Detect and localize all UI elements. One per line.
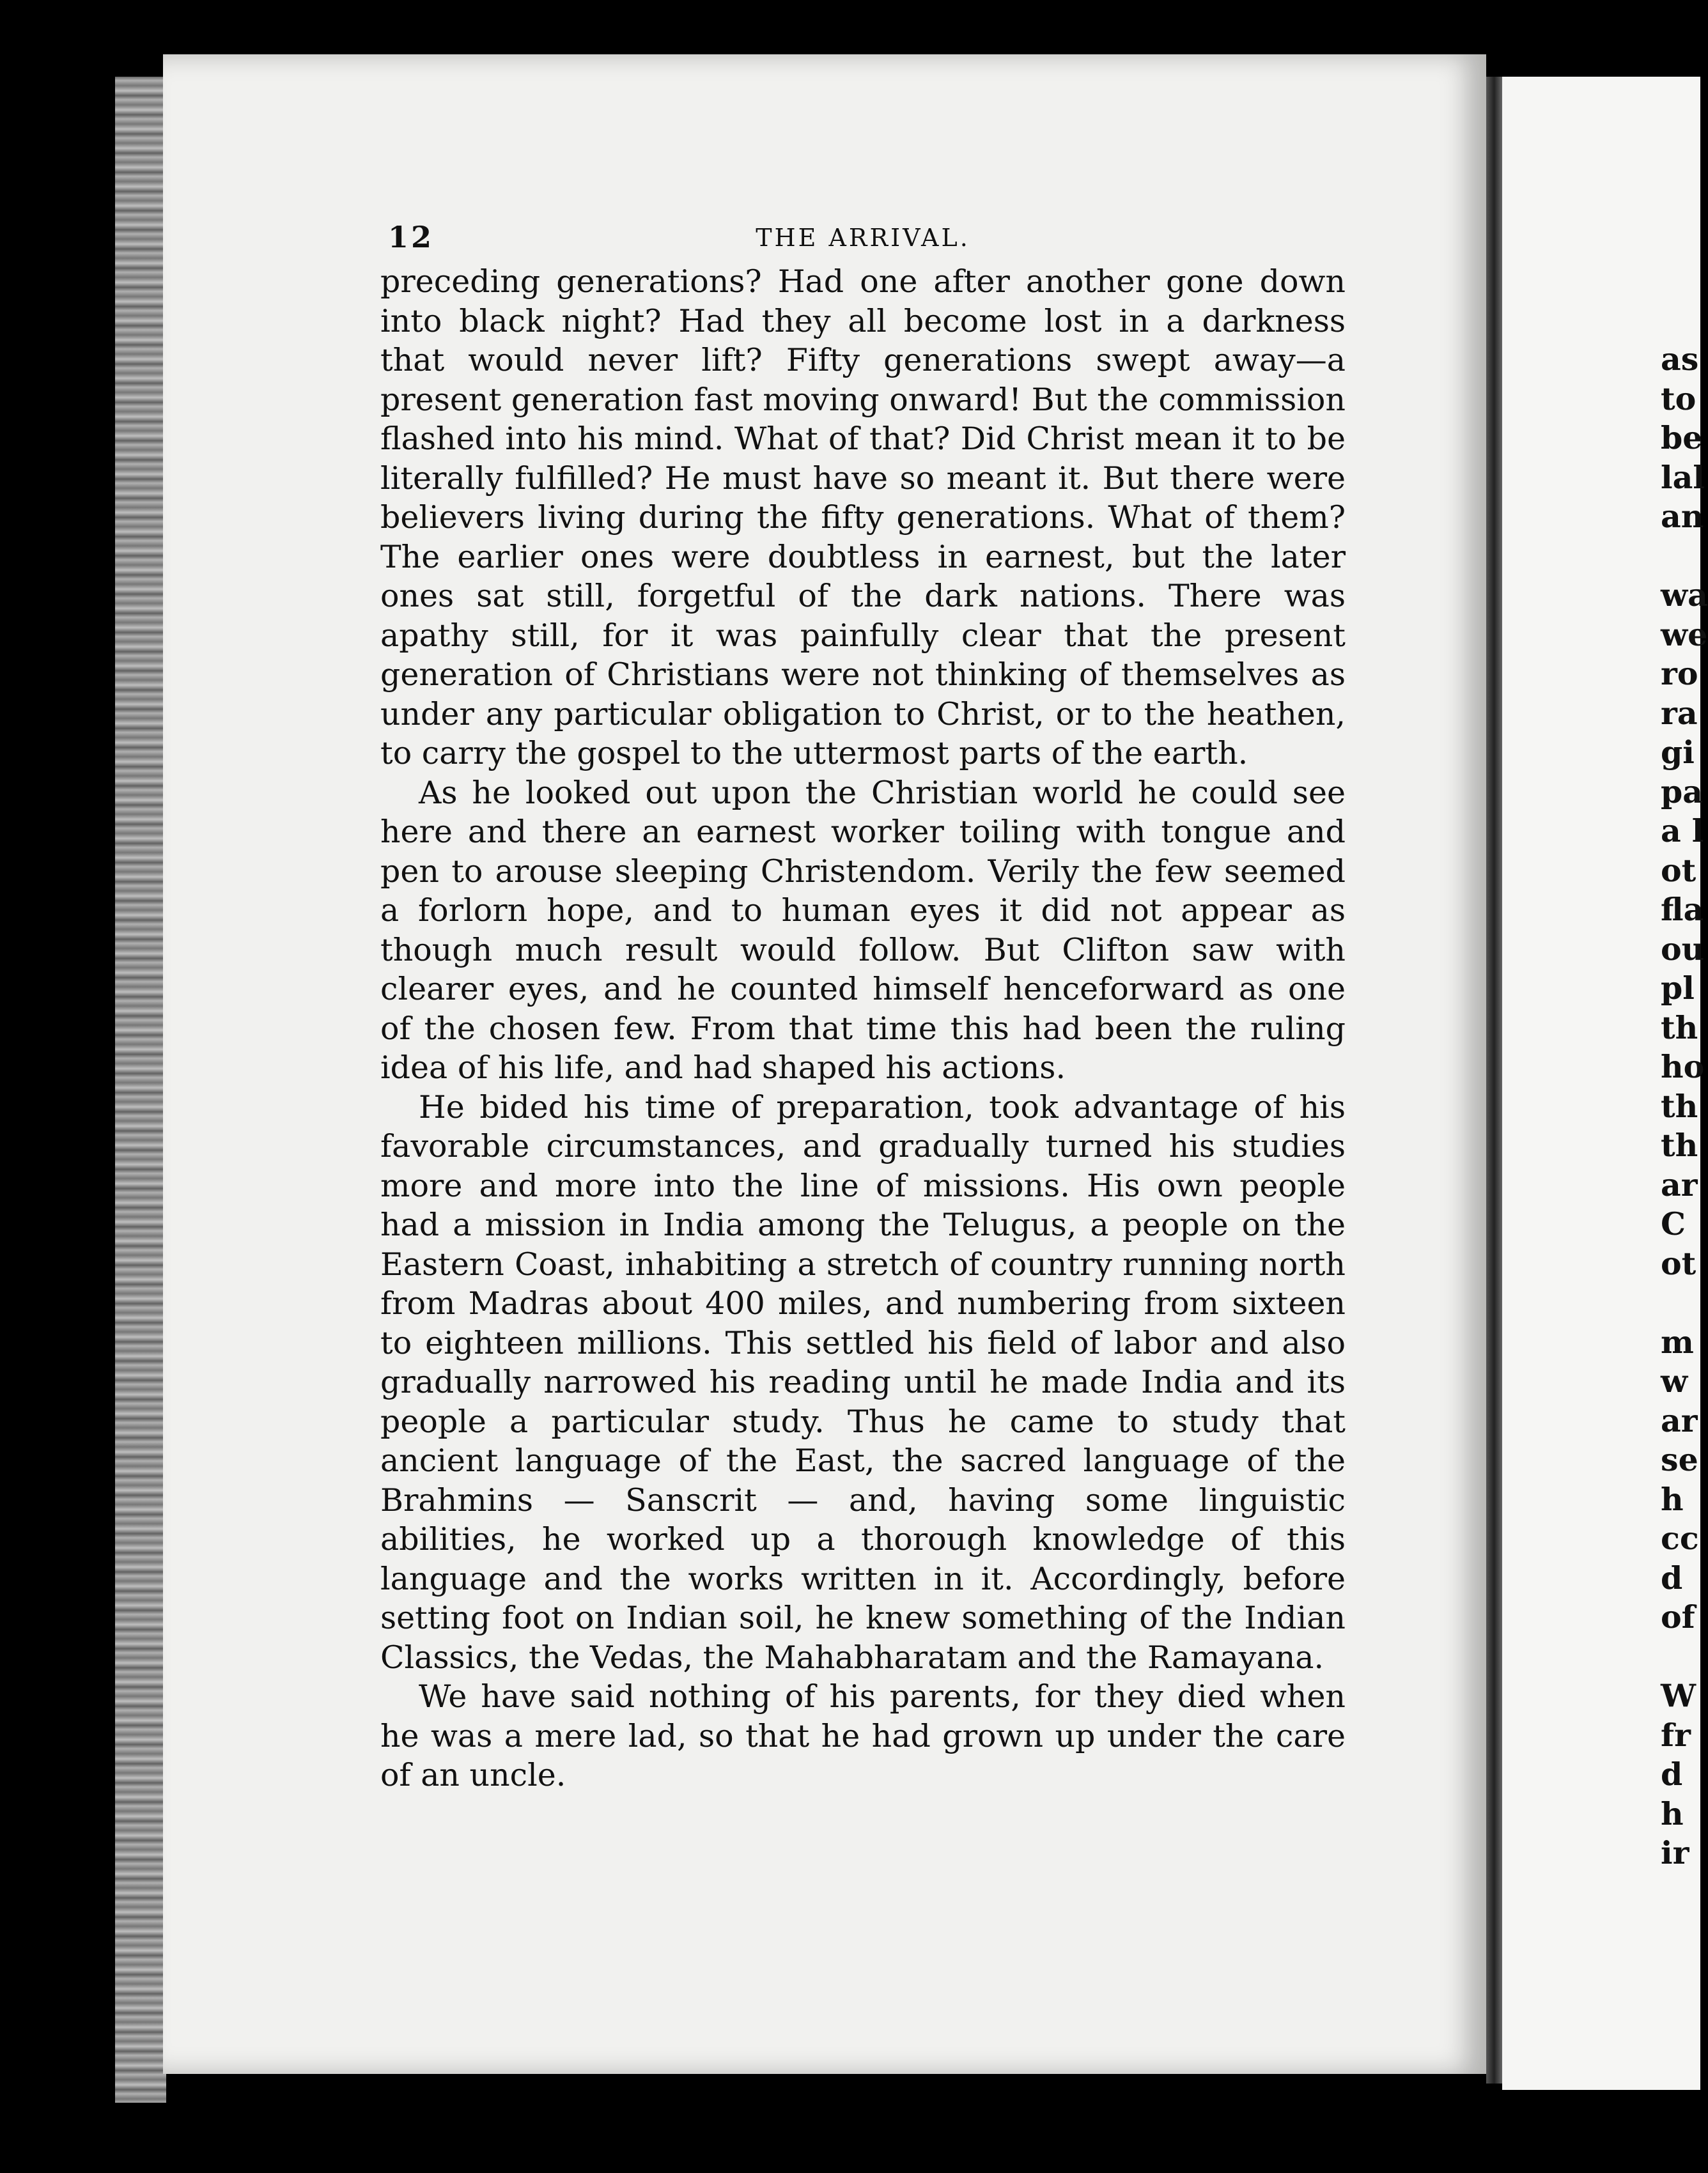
- facing-line-fragment: of: [1661, 1598, 1695, 1636]
- facing-line-fragment: as: [1661, 341, 1699, 378]
- facing-line-fragment: wa: [1661, 576, 1708, 614]
- facing-line-fragment: pl: [1661, 970, 1695, 1007]
- paragraph: preceding generations? Had one after another gone down into black night? Had they all become lost in a darkness that would never lift? Fifty generations swept away—a present generation fast moving onward! But the commission flashed into his mind. What of that? Did Christ mean it to be literally fulfilled? He must have so meant it. But there were believers living during the fifty generations. What of them? The earlier ones were doubtless in earnest, but the later ones sat still, forgetful of the dark nations. There was apathy still, for it was painfully clear that the present generation of Christians were not thinking of themselves as under any particular obligation to Christ, or to the heathen, to carry the gospel to the uttermost parts of the earth.: [380, 263, 1346, 771]
- facing-line-fragment: ot: [1661, 851, 1696, 889]
- facing-line-fragment: m: [1661, 1323, 1694, 1361]
- facing-line-fragment: h: [1661, 1480, 1684, 1518]
- facing-line-fragment: we: [1661, 615, 1708, 653]
- facing-line-fragment: [1661, 1283, 1700, 1323]
- paragraph: He bided his time of preparation, took advantage of his favorable circumstances, and gradually turned his studies more and more into the line of missions. His own people had a mission in India among the Telugus, a people on the Eastern Coast, inhabiting a stretch of country running north from Madras about 400 miles, and numbering from sixteen to eighteen millions. This settled his field of labor and also gradually narrowed his reading until he made India and its people a particular study. Thus he came to study that ancient language of the East, the sacred language of the Brahmins — Sanscrit — and, having some linguistic abilities, he worked up a thorough knowledge of this language and the works written in it. Accordingly, before setting foot on Indian soil, he knew something of the Indian Classics, the Vedas, the Mahabharatam and the Ramayana.: [380, 1088, 1346, 1676]
- book-edge: [115, 77, 166, 2103]
- facing-line-fragment: th: [1661, 1127, 1698, 1164]
- facing-line-fragment: cc: [1661, 1520, 1699, 1557]
- facing-line-fragment: th: [1661, 1087, 1698, 1125]
- facing-line-fragment: be: [1661, 419, 1703, 456]
- facing-line-fragment: [1661, 537, 1700, 576]
- facing-line-fragment: ou: [1661, 930, 1705, 968]
- facing-line-fragment: fr: [1661, 1716, 1691, 1754]
- facing-line-fragment: ar: [1661, 1166, 1698, 1203]
- facing-line-fragment: th: [1661, 1009, 1698, 1046]
- page-number: 12: [388, 220, 435, 254]
- facing-line-fragment: h: [1661, 1795, 1684, 1832]
- facing-line-fragment: ro: [1661, 655, 1698, 692]
- facing-line-fragment: [1661, 1637, 1700, 1677]
- page-content: [380, 211, 1346, 1795]
- facing-line-fragment: W: [1661, 1677, 1696, 1714]
- paragraph: As he looked out upon the Christian world he could see here and there an earnest worker toiling with tongue and pen to arouse sleeping Christendom. Verily the few seemed a forlorn hope, and to human eyes it did not appear as though much result would follow. But Clifton saw with clearer eyes, and he counted himself henceforward as one of the chosen few. From that time this had been the ruling idea of his life, and had shaped his actions.: [380, 774, 1346, 1086]
- facing-line-fragment: se: [1661, 1441, 1698, 1478]
- facing-line-fragment: ot: [1661, 1244, 1696, 1282]
- facing-line-fragment: ar: [1661, 1402, 1698, 1439]
- facing-line-fragment: pa: [1661, 773, 1704, 810]
- facing-line-fragment: gi: [1661, 734, 1695, 771]
- facing-line-fragment: d: [1661, 1559, 1683, 1597]
- facing-line-fragment: a l: [1661, 812, 1704, 849]
- facing-line-fragment: to: [1661, 380, 1696, 417]
- paragraph: We have said nothing of his parents, for they died when he was a mere lad, so that he had grown up under the care of an uncle.: [380, 1678, 1346, 1793]
- running-head: [380, 211, 1346, 262]
- body-text: [380, 262, 1346, 1795]
- facing-line-fragment: w: [1661, 1363, 1688, 1400]
- facing-line-fragment: lal: [1661, 458, 1705, 496]
- running-title: THE ARRIVAL.: [756, 224, 970, 252]
- facing-line-fragment: an: [1661, 498, 1704, 535]
- facing-line-fragment: ir: [1661, 1834, 1689, 1871]
- facing-line-fragment: ho: [1661, 1048, 1705, 1085]
- facing-page-text: [1661, 340, 1708, 1873]
- book-gutter: [1486, 77, 1502, 2084]
- facing-line-fragment: d: [1661, 1756, 1683, 1793]
- facing-line-fragment: fla: [1661, 891, 1704, 928]
- facing-line-fragment: ra: [1661, 694, 1698, 732]
- facing-line-fragment: C: [1661, 1205, 1686, 1242]
